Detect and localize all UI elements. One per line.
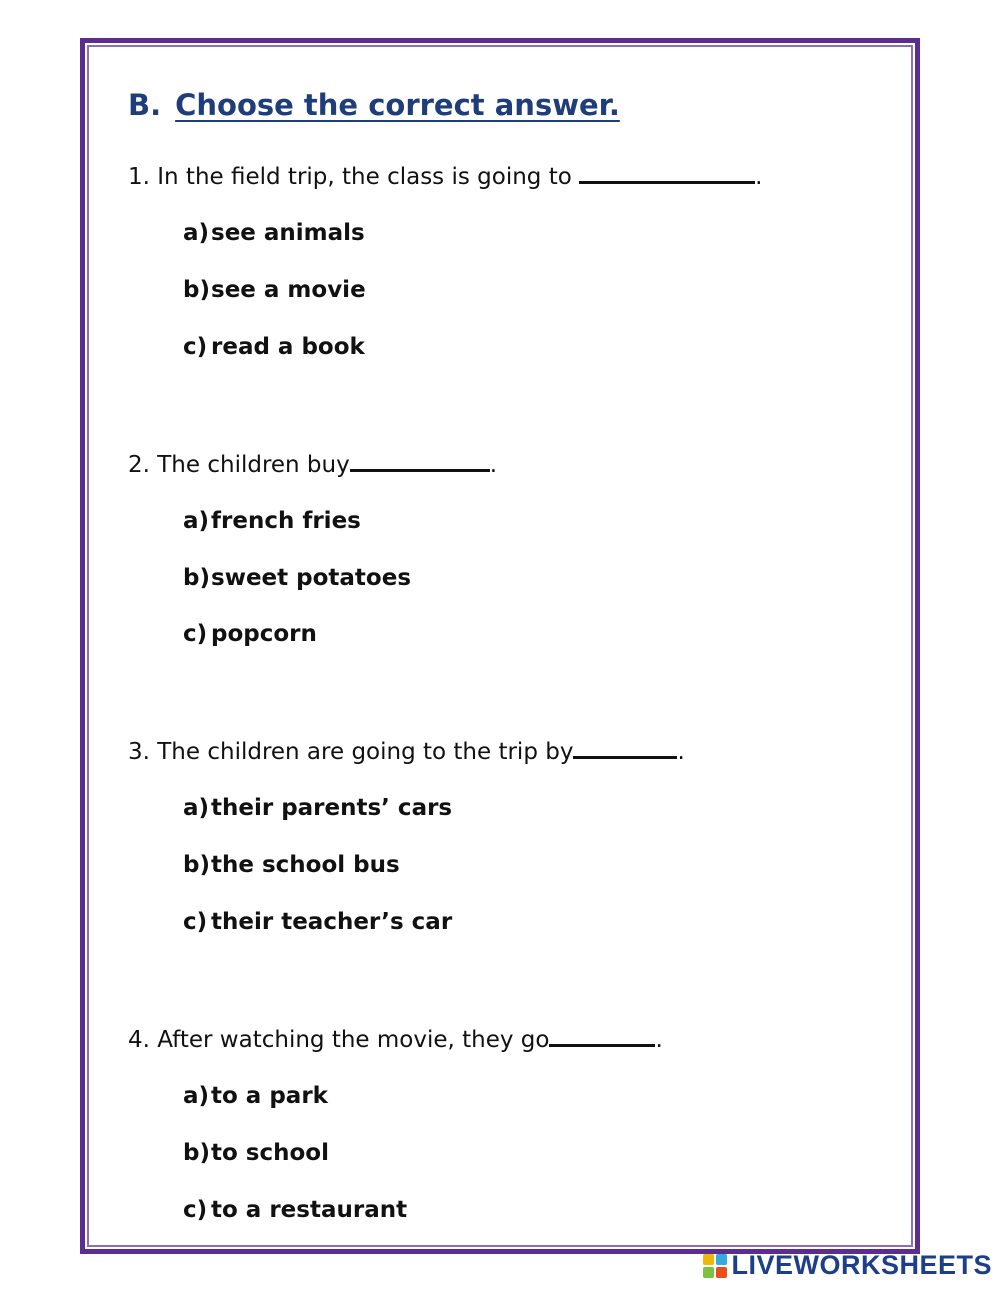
option-text: to a restaurant bbox=[211, 1197, 408, 1223]
answer-blank[interactable] bbox=[579, 163, 755, 184]
option-1c[interactable] bbox=[183, 334, 365, 360]
option-text: read a book bbox=[211, 334, 365, 360]
option-text: popcorn bbox=[211, 621, 317, 647]
option-letter: b) bbox=[183, 852, 210, 878]
option-text: french fries bbox=[211, 508, 361, 534]
option-3b[interactable] bbox=[183, 852, 400, 878]
answer-blank[interactable] bbox=[350, 451, 490, 472]
option-2c[interactable] bbox=[183, 621, 317, 647]
logo-square-1 bbox=[703, 1254, 714, 1265]
option-text: see a movie bbox=[211, 277, 366, 303]
option-letter: b) bbox=[183, 1140, 210, 1166]
option-text: to a park bbox=[211, 1083, 328, 1109]
option-letter: a) bbox=[183, 795, 210, 821]
answer-blank[interactable] bbox=[573, 738, 677, 759]
option-letter: a) bbox=[183, 1083, 210, 1109]
answer-blank[interactable] bbox=[549, 1026, 655, 1047]
option-2a[interactable] bbox=[183, 508, 361, 534]
option-text: see animals bbox=[211, 220, 365, 246]
option-text: sweet potatoes bbox=[211, 565, 412, 591]
option-letter: a) bbox=[183, 220, 210, 246]
option-4b[interactable] bbox=[183, 1140, 329, 1166]
logo-square-2 bbox=[716, 1254, 727, 1265]
option-letter: c) bbox=[183, 909, 208, 935]
question-end: . bbox=[755, 164, 763, 190]
question-3 bbox=[128, 738, 685, 765]
question-text: 3. The children are going to the trip by bbox=[128, 739, 574, 765]
question-end: . bbox=[489, 452, 498, 478]
logo-text: LIVEWORKSHEETS bbox=[731, 1250, 992, 1280]
option-4c[interactable] bbox=[183, 1197, 407, 1223]
option-letter: c) bbox=[183, 1197, 208, 1223]
question-1 bbox=[128, 163, 762, 190]
option-letter: c) bbox=[183, 621, 208, 647]
option-letter: c) bbox=[183, 334, 208, 360]
question-text: 4. After watching the movie, they go bbox=[128, 1027, 550, 1053]
liveworksheets-logo[interactable] bbox=[703, 1250, 992, 1281]
option-text: their parents’ cars bbox=[211, 795, 453, 821]
option-letter: b) bbox=[183, 277, 210, 303]
section-heading bbox=[128, 88, 620, 122]
option-text: their teacher’s car bbox=[211, 909, 453, 935]
question-2 bbox=[128, 451, 497, 478]
option-1b[interactable] bbox=[183, 277, 366, 303]
option-4a[interactable] bbox=[183, 1083, 328, 1109]
option-letter: a) bbox=[183, 508, 210, 534]
option-1a[interactable] bbox=[183, 220, 365, 246]
logo-square-3 bbox=[703, 1267, 714, 1278]
section-letter: B. bbox=[128, 88, 162, 122]
question-text: 2. The children buy bbox=[128, 452, 350, 478]
question-end: . bbox=[677, 739, 685, 765]
option-3c[interactable] bbox=[183, 909, 452, 935]
question-4 bbox=[128, 1026, 663, 1053]
option-2b[interactable] bbox=[183, 565, 411, 591]
option-letter: b) bbox=[183, 565, 210, 591]
question-text: 1. In the field trip, the class is going to bbox=[128, 164, 580, 190]
logo-square-4 bbox=[716, 1267, 727, 1278]
option-text: the school bus bbox=[211, 852, 400, 878]
section-title: Choose the correct answer. bbox=[175, 88, 620, 122]
option-text: to school bbox=[211, 1140, 329, 1166]
question-end: . bbox=[655, 1027, 663, 1053]
liveworksheets-logo-icon bbox=[703, 1254, 727, 1278]
option-3a[interactable] bbox=[183, 795, 452, 821]
